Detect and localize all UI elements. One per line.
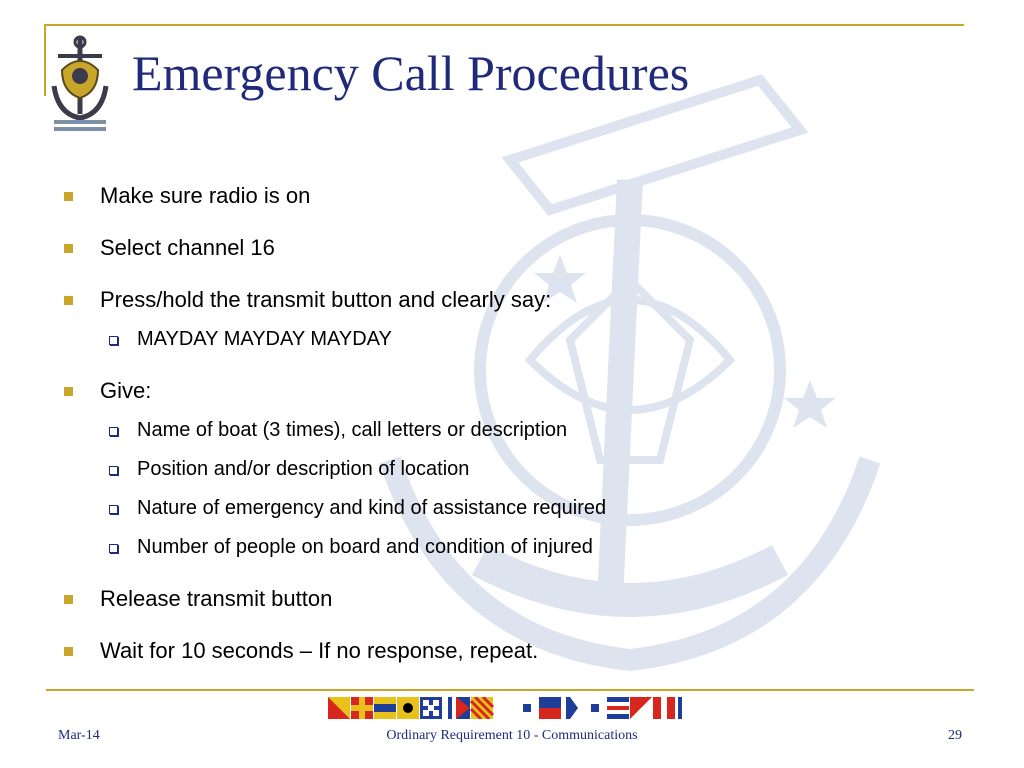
square-bullet-icon [64,244,73,253]
hollow-square-bullet-icon [109,466,118,475]
square-bullet-icon [64,387,73,396]
square-bullet-icon [64,192,73,201]
list-item: Make sure radio is on [62,182,962,210]
sea-scout-emblem-icon [48,34,112,134]
page-number: 29 [948,728,962,743]
square-bullet-icon [64,595,73,604]
hollow-square-bullet-icon [109,336,118,345]
hollow-square-bullet-icon [109,427,118,436]
footer-date: Mar-14 [58,728,100,743]
footer-title: Ordinary Requirement 10 - Communications [386,728,638,743]
sub-list-item: Number of people on board and condition of injured [62,533,962,561]
frame-left-rule [44,24,46,96]
bullet-list [62,182,962,665]
slide-title: Emergency Call Procedures [132,45,690,101]
list-item: Wait for 10 seconds – If no response, repeat. [62,637,962,665]
list-item: Release transmit button [62,585,962,613]
square-bullet-icon [64,647,73,656]
footer-rule [46,689,974,691]
hollow-square-bullet-icon [109,544,118,553]
hollow-square-bullet-icon [109,505,118,514]
list-item: Press/hold the transmit button and clearly say: [62,286,962,314]
square-bullet-icon [64,296,73,305]
list-item: Give: [62,377,962,405]
signal-flags-icon [328,697,692,719]
list-item: Select channel 16 [62,234,962,262]
sub-list-item: Nature of emergency and kind of assistance required [62,494,962,522]
sub-list-item: Position and/or description of location [62,455,962,483]
sub-list-item: Name of boat (3 times), call letters or description [62,416,962,444]
frame-top-rule [44,24,964,26]
sub-list-item: MAYDAY MAYDAY MAYDAY [62,325,962,353]
